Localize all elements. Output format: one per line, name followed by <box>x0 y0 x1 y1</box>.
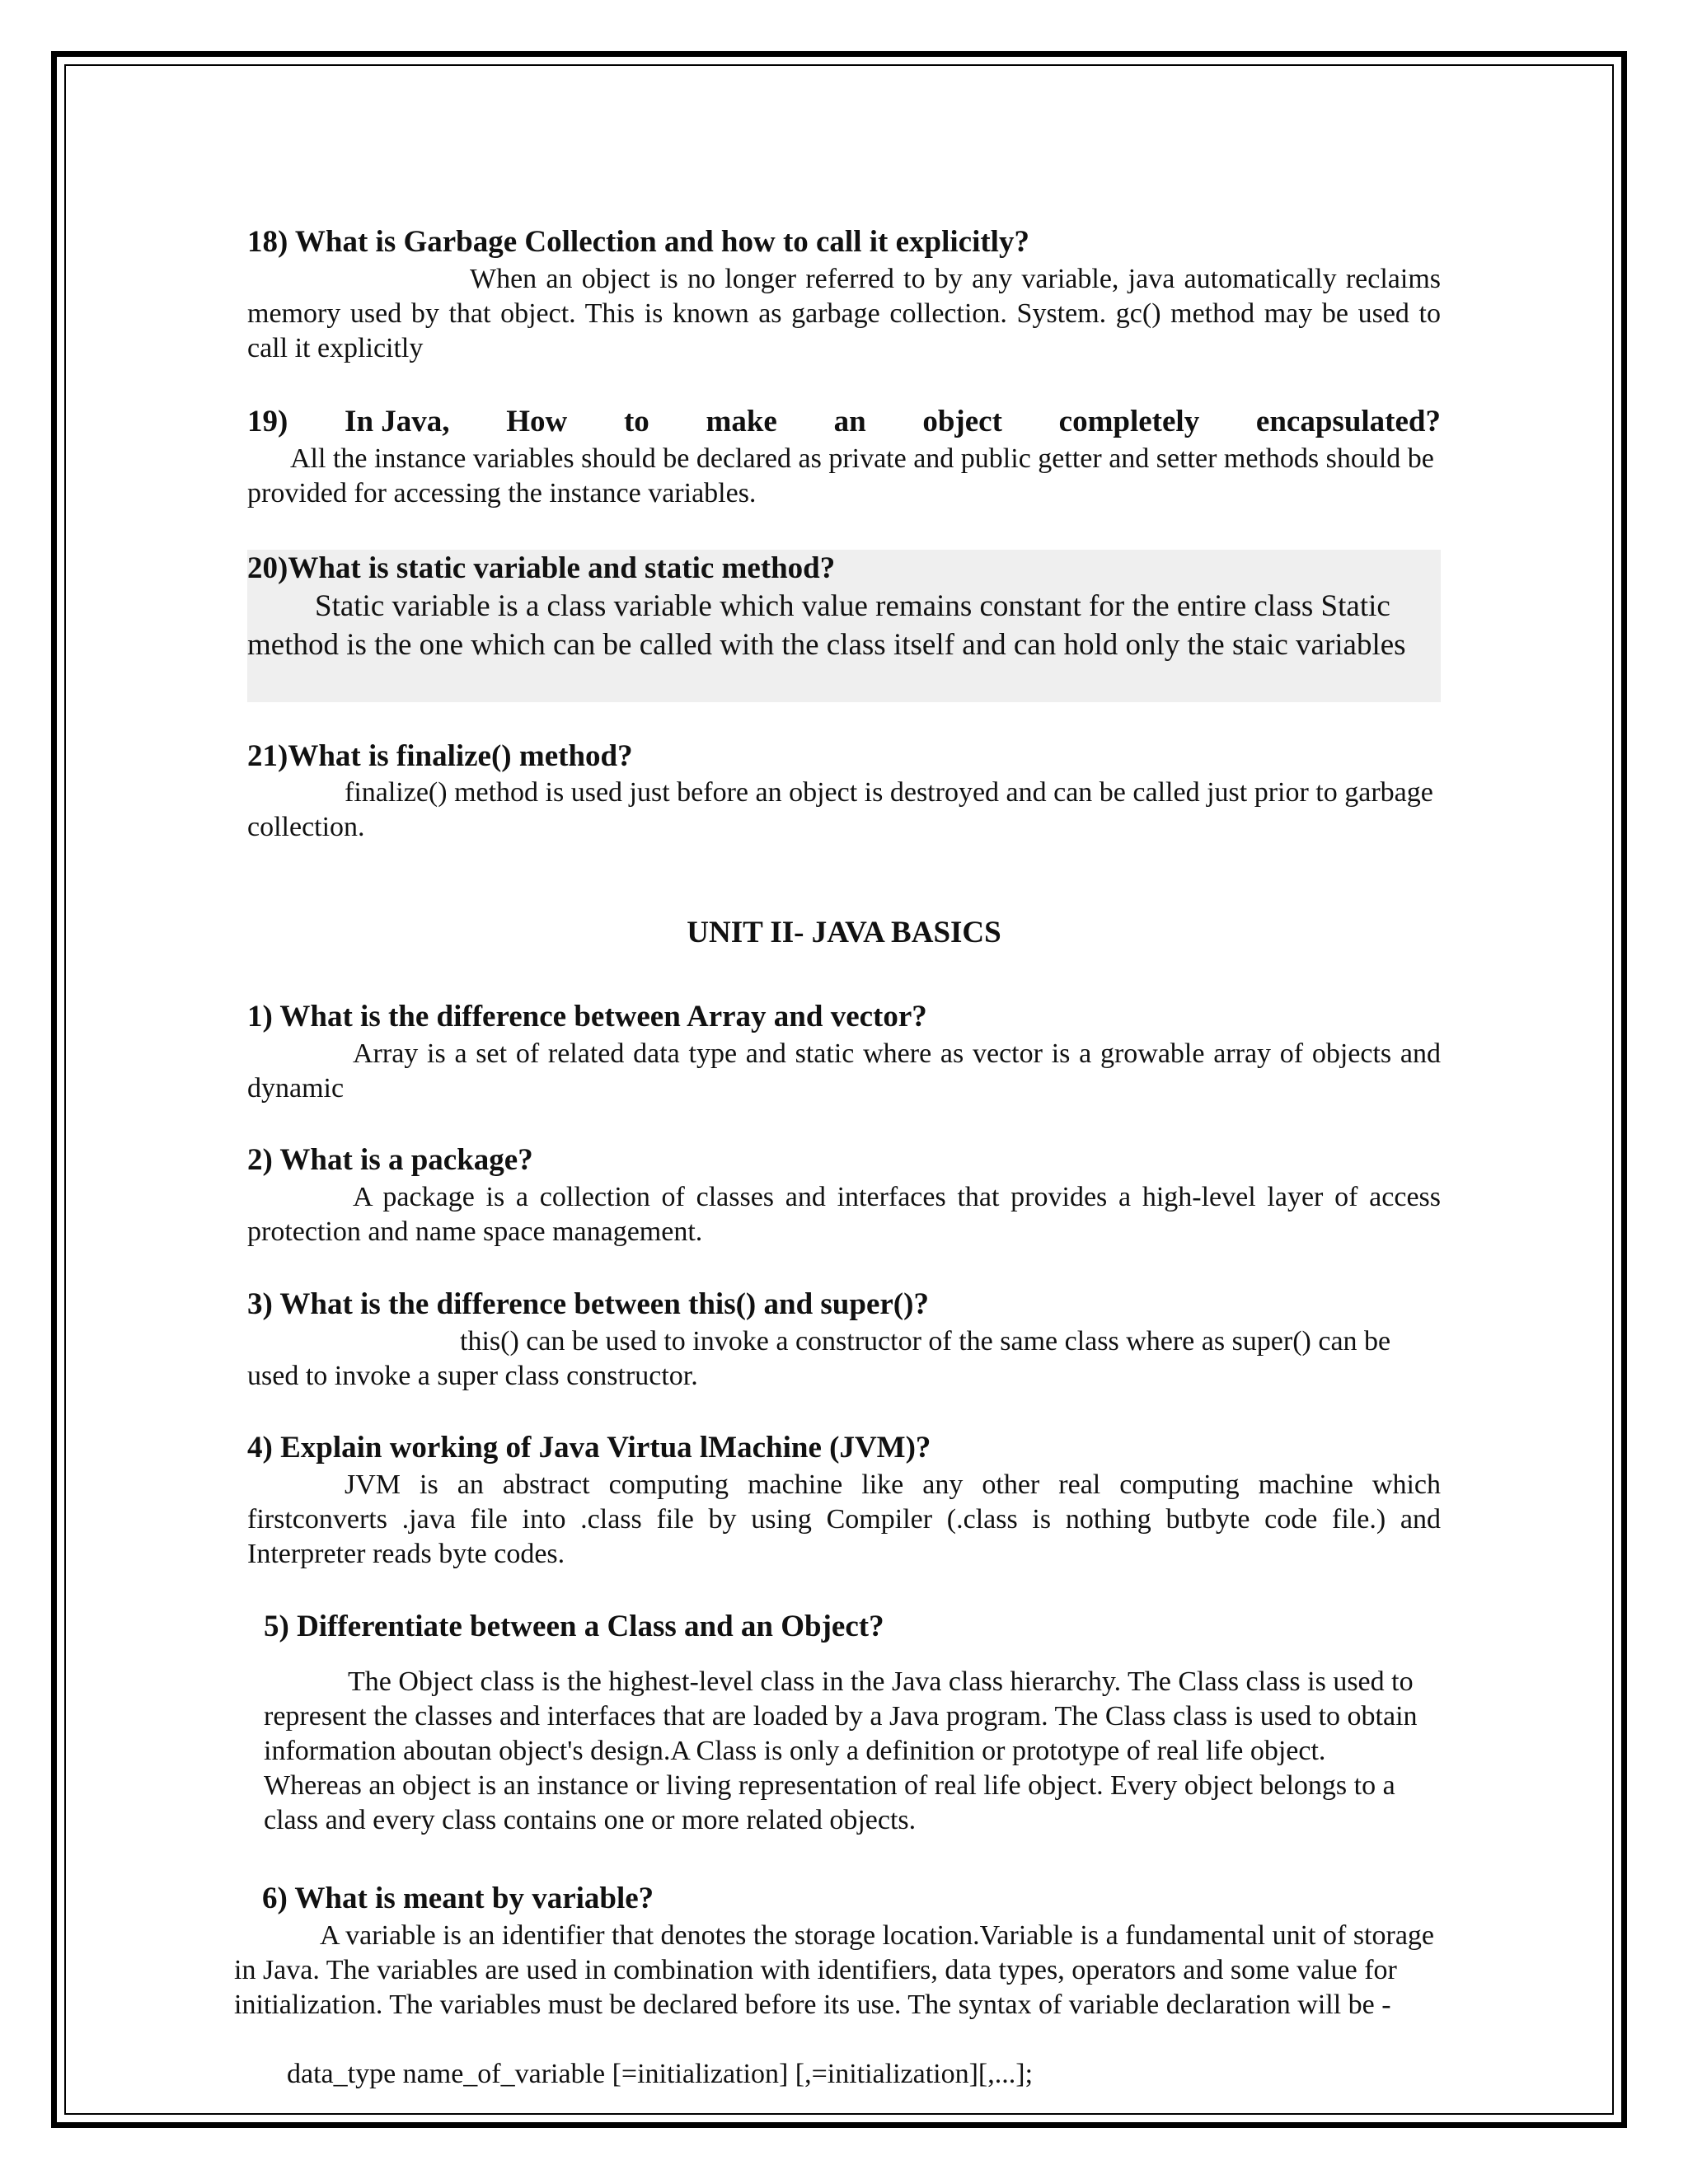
q19-word: completely <box>1058 405 1200 438</box>
unit-question-6-heading: 6) What is meant by variable? <box>262 1882 654 1915</box>
q19-word: 19) <box>247 405 288 438</box>
unit-title: UNIT II- JAVA BASICS <box>687 916 1001 949</box>
question-19-answer: All the instance variables should be declared as private and public getter and setter methods should be provided for accessing the instance variables. <box>247 443 1434 509</box>
q19-word: to <box>623 405 649 438</box>
unit-question-3-heading: 3) What is the difference between this() and super()? <box>247 1287 929 1321</box>
unit-question-2-answer: A package is a collection of classes and interfaces that provides a high-level layer of access protection and name space management. <box>247 1182 1441 1247</box>
q19-word: make <box>706 405 777 438</box>
unit-question-2-heading: 2) What is a package? <box>247 1143 533 1177</box>
unit-question-4-heading: 4) Explain working of Java Virtua lMachine (JVM)? <box>247 1431 931 1465</box>
unit-question-5-heading: 5) Differentiate between a Class and an Object? <box>264 1610 884 1643</box>
question-18-answer: When an object is no longer referred to by any variable, java automatically reclaims memory used by that object. This is known as garbage collection. System. gc() method may be used to call it explicitly <box>247 264 1441 363</box>
question-20-heading: 20)What is static variable and static method? <box>247 551 836 585</box>
unit-question-1-answer: Array is a set of related data type and static where as vector is a growable array of objects and dynamic <box>247 1038 1441 1104</box>
q19-word: encapsulated? <box>1255 405 1441 438</box>
q19-word: How <box>506 405 568 438</box>
question-21-heading: 21)What is finalize() method? <box>247 739 633 773</box>
question-20-answer: Static variable is a class variable which value remains constant for the entire class Static method is the one which can be called with the class itself and can hold only the staic variables <box>247 589 1406 662</box>
question-18-heading: 18) What is Garbage Collection and how to call it explicitly? <box>247 225 1029 259</box>
question-19-heading <box>247 404 1441 440</box>
unit-question-3-answer: this() can be used to invoke a constructor of the same class where as super() can be used to invoke a super class constructor. <box>247 1326 1391 1391</box>
unit-question-6-answer: A variable is an identifier that denotes the storage location.Variable is a fundamental unit of storage in Java. The variables are used in combination with identifiers, data types, operators and some value for initialization. The variables must be declared before its use. The syntax of variable declaration will be - <box>234 1920 1434 2020</box>
q19-word: object <box>922 405 1002 438</box>
question-21-answer: finalize() method is used just before an object is destroyed and can be called just prior to garbage collection. <box>247 777 1433 842</box>
unit-question-1-heading: 1) What is the difference between Array and vector? <box>247 1000 927 1033</box>
variable-declaration-syntax: data_type name_of_variable [=initialization] [,=initialization][,...]; <box>287 2059 1034 2089</box>
unit-question-5-answer: The Object class is the highest-level class in the Java class hierarchy. The Class class is used to represent the classes and interfaces that are loaded by a Java program. The Class class is used to obtain information aboutan object's design.A Class is only a definition or prototype of real life object. Whereas an object is an instance or living representation of real life object. Every object belongs to a class and every class contains one or more related objects. <box>264 1666 1418 1835</box>
q19-word: an <box>833 405 866 438</box>
q19-word: In Java, <box>345 405 450 438</box>
unit-question-4-answer: JVM is an abstract computing machine like any other real computing machine which firstconverts .java file into .class file by using Compiler (.class is nothing butbyte code file.) and Interpreter reads byte codes. <box>247 1469 1441 1569</box>
